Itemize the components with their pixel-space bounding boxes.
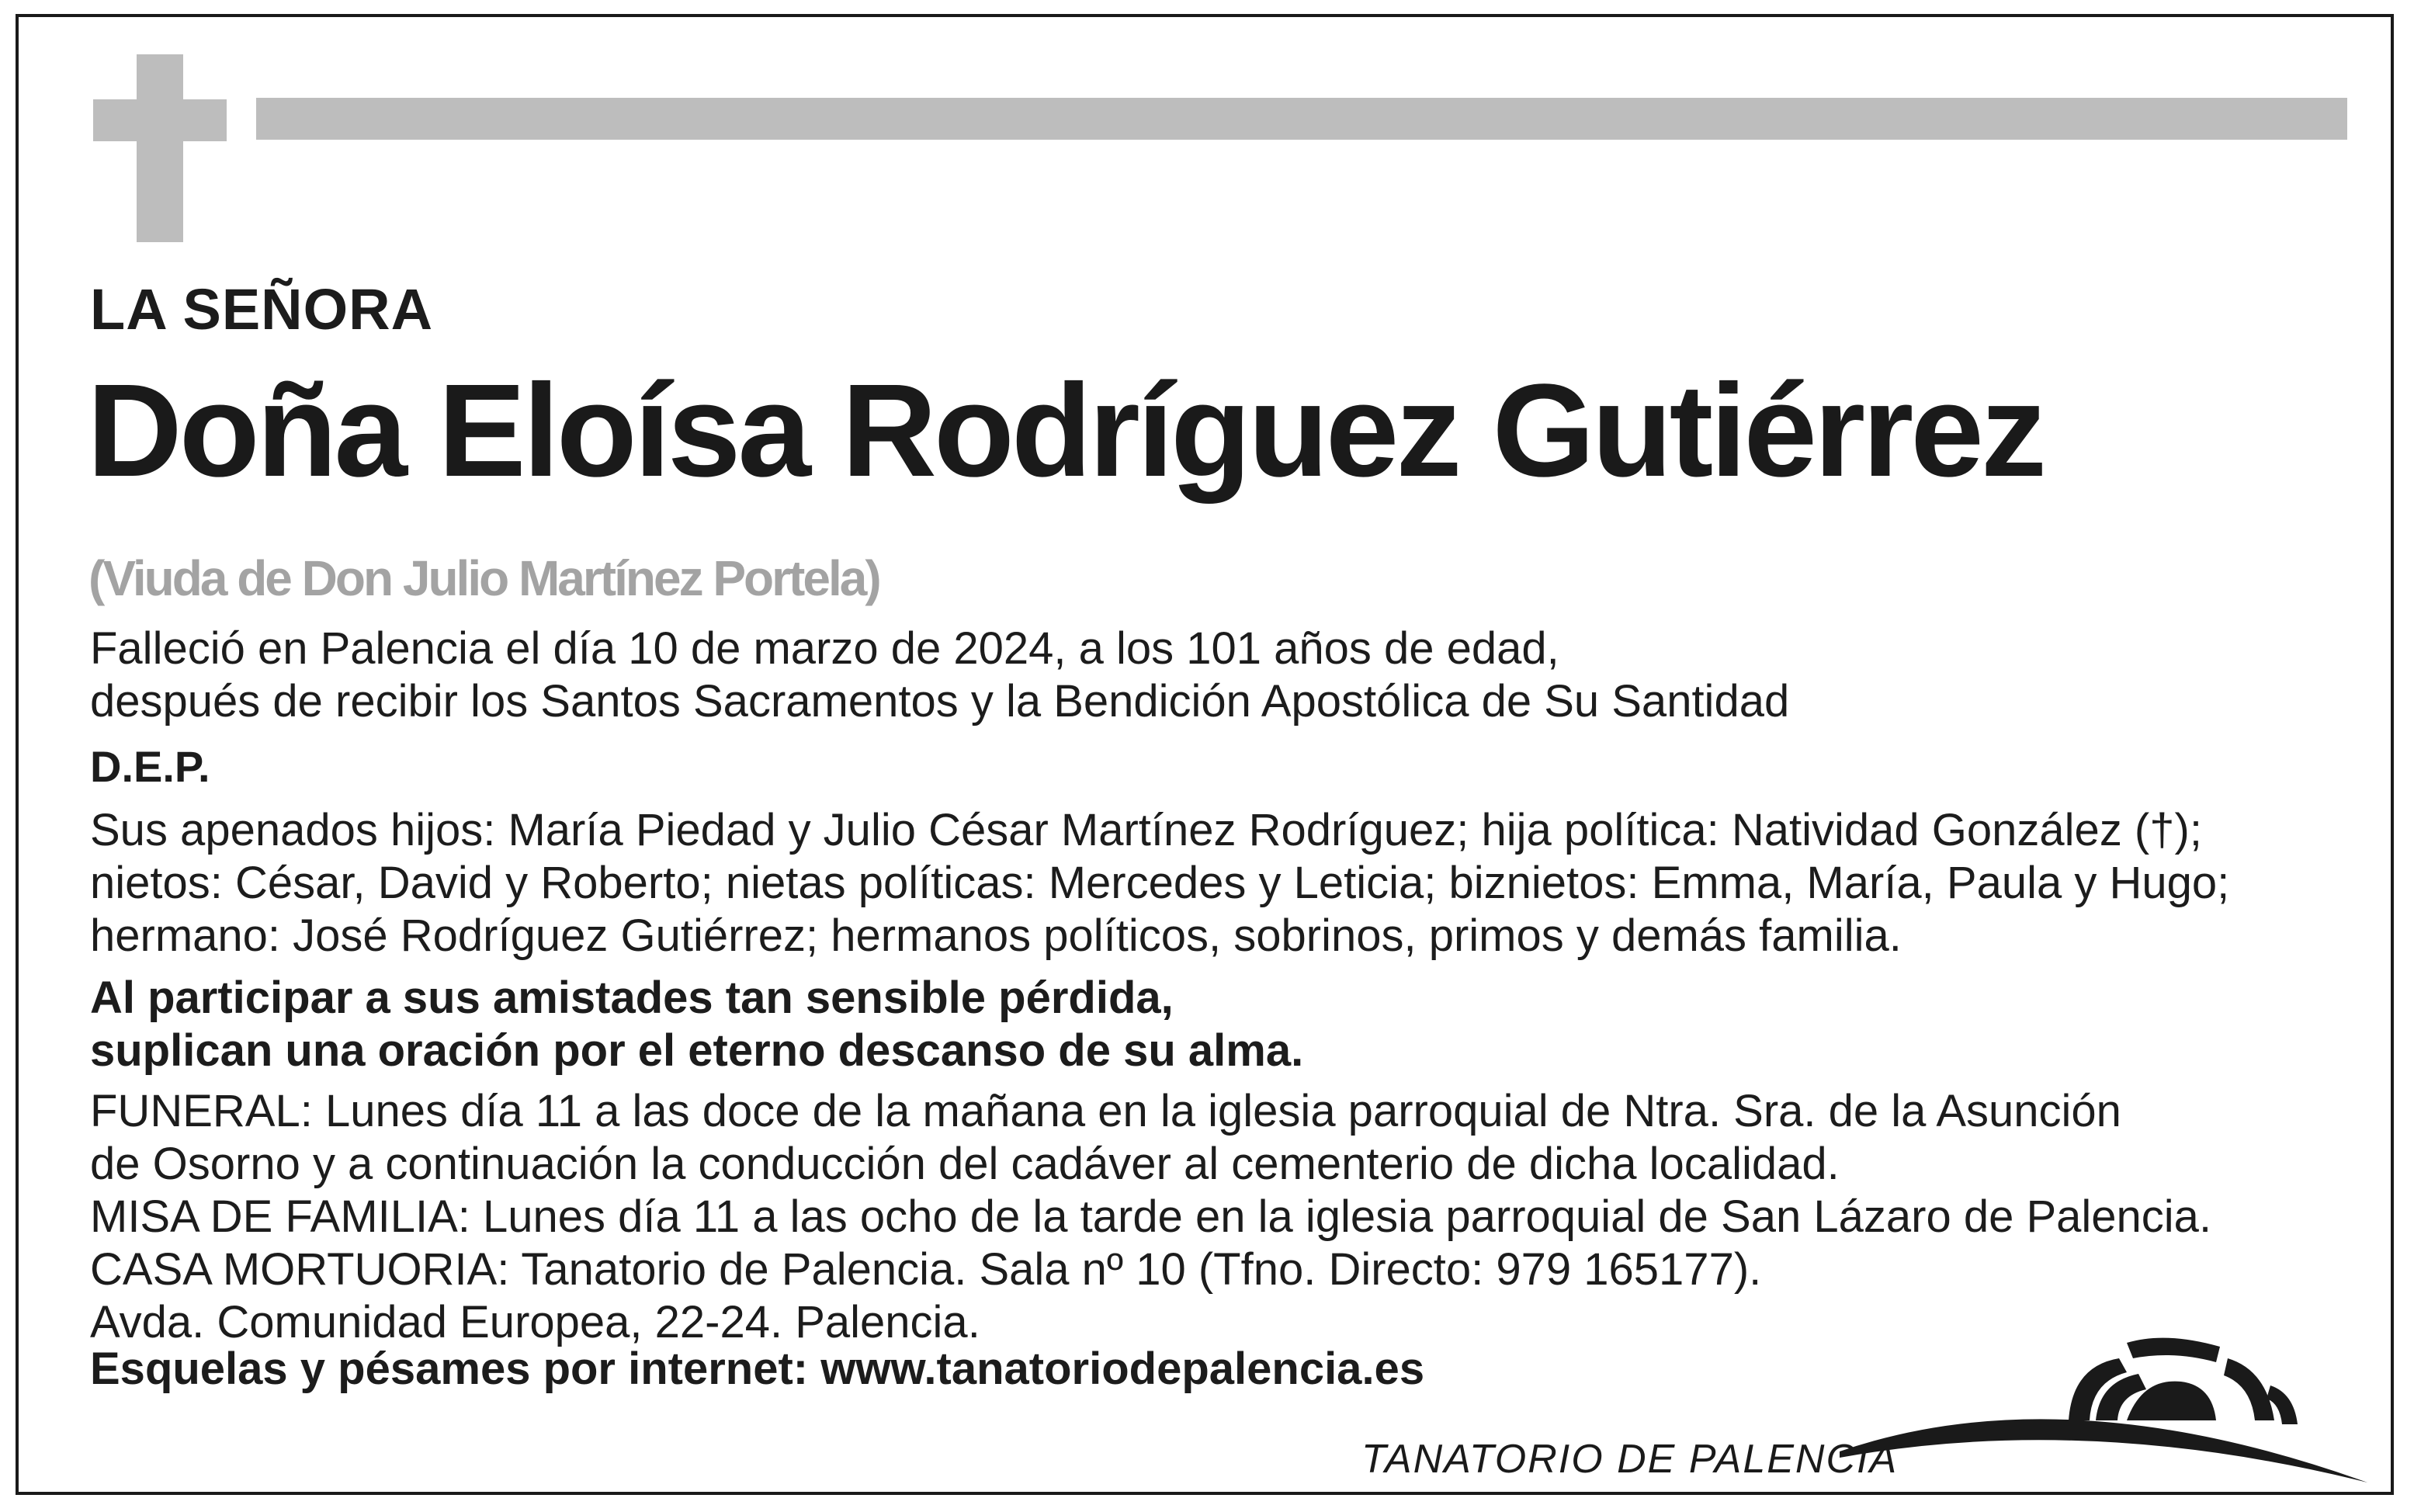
family-line: Sus apenados hijos: María Piedad y Julio César Martínez Rodríguez; hija política: Natividad González (†); [90,805,2202,855]
funeral-details [90,1085,2211,1349]
dep-label: D.E.P. [90,742,210,791]
death-info [90,622,1789,728]
deceased-name: Doña Eloísa Rodríguez Gutiérrez [87,357,2044,505]
cross-icon-vertical [137,54,183,242]
family-list [90,804,2229,962]
header-rule [256,98,2347,140]
tanatorio-logo-icon [1832,1327,2375,1498]
website-line[interactable]: Esquelas y pésames por internet: www.tanatoriodepalencia.es [90,1344,1425,1394]
funeral-line: Avda. Comunidad Europea, 22-24. Palencia. [90,1297,980,1347]
death-info-line: después de recibir los Santos Sacramentos y la Bendición Apostólica de Su Santidad [90,676,1790,727]
prayer-request [90,972,1303,1077]
funeral-line: FUNERAL: Lunes día 11 a las doce de la mañana en la iglesia parroquial de Ntra. Sra. de la Asunción [90,1086,2121,1136]
logo-text: TANATORIO DE PALENCIA [1361,1437,1899,1482]
cross-icon-horizontal [93,99,227,141]
title-prefix: LA SEÑORA [90,277,434,342]
prayer-line: suplican una oración por el eterno descanso de su alma. [90,1025,1304,1076]
funeral-line: CASA MORTUORIA: Tanatorio de Palencia. Sala nº 10 (Tfno. Directo: 979 165177). [90,1244,1762,1295]
funeral-line: MISA DE FAMILIA: Lunes día 11 a las ocho de la tarde en la iglesia parroquial de San Lázaro de Palencia. [90,1191,2212,1242]
family-line: hermano: José Rodríguez Gutiérrez; hermanos políticos, sobrinos, primos y demás familia. [90,910,1902,961]
family-line: nietos: César, David y Roberto; nietas políticas: Mercedes y Leticia; biznietos: Emma, María, Paula y Hugo; [90,858,2230,908]
prayer-line: Al participar a sus amistades tan sensible pérdida, [90,973,1174,1023]
death-info-line: Falleció en Palencia el día 10 de marzo de 2024, a los 101 años de edad, [90,623,1559,674]
funeral-line: de Osorno y a continuación la conducción del cadáver al cementerio de dicha localidad. [90,1139,1840,1189]
widow-of-line: (Viuda de Don Julio Martínez Portela) [88,550,879,606]
